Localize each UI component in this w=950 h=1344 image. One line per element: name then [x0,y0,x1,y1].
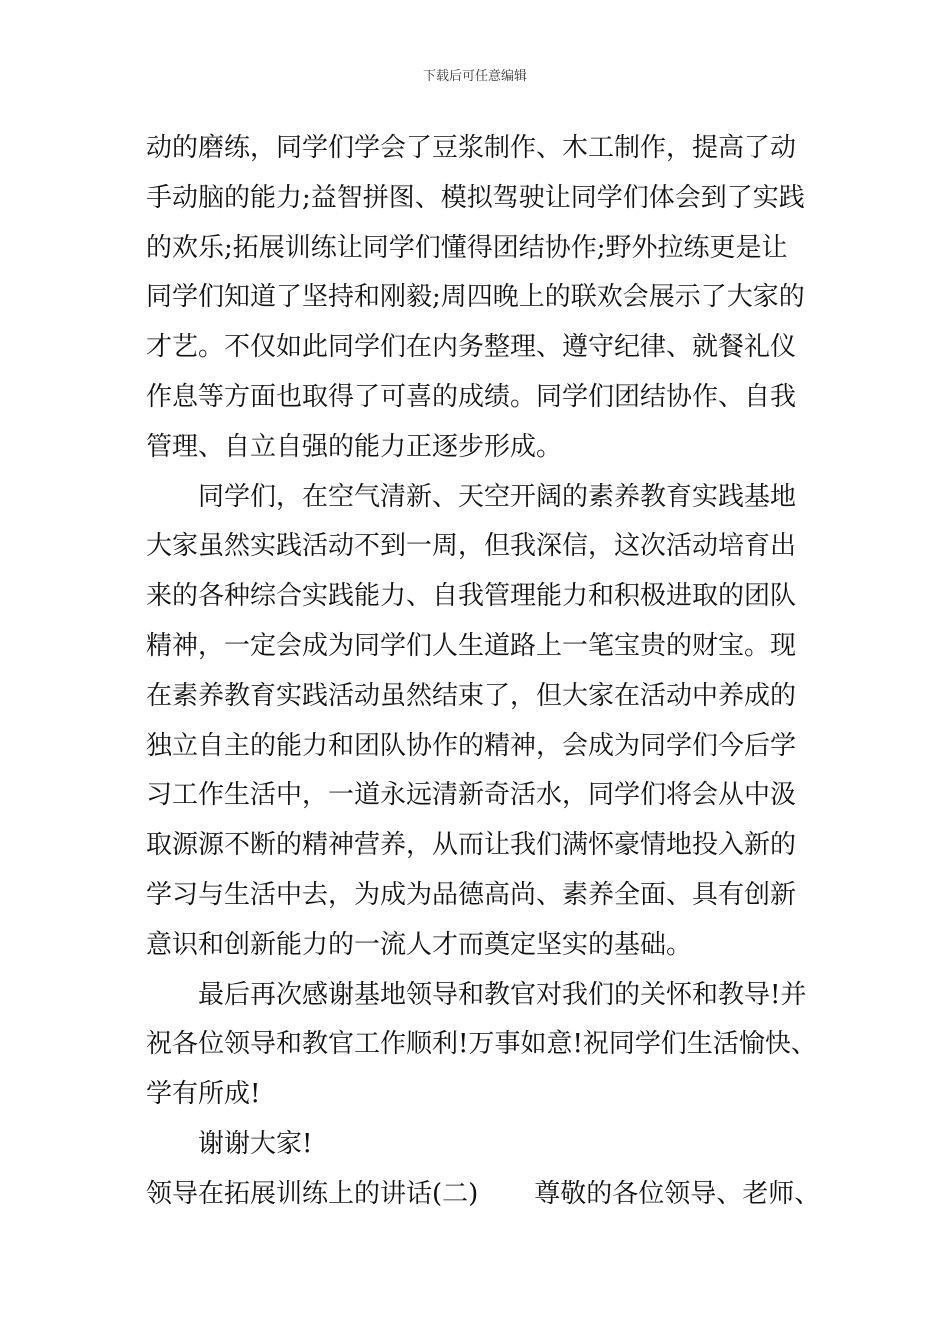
text-line: 手动脑的能力;益智拼图、模拟驾驶让同学们体会到了实践 [146,182,805,213]
text-line: 动的磨练，同学们学会了豆浆制作、木工制作，提高了动 [146,133,797,163]
text-line: 独立自主的能力和团队协作的精神，会成为同学们今后学 [146,730,797,761]
speech-title: 领导在拓展训练上的讲话(二) [146,1178,479,1209]
text-line: 同学们知道了坚持和刚毅;周四晚上的联欢会展示了大家的 [146,282,805,313]
document-body [146,124,846,1220]
text-line: 学有所成! [146,1079,261,1110]
text-line: 同学们，在空气清新、天空开阔的素养教育实践基地 [198,481,797,512]
speech-greeting: 尊敬的各位领导、老师、 [534,1178,821,1209]
paragraph-3 [146,971,846,1120]
text-line [146,1170,846,1220]
text-line: 作息等方面也取得了可喜的成绩。同学们团结协作、自我 [146,381,797,412]
text-line: 管理、自立自强的能力正逐步形成。 [146,431,563,462]
page-header: 下载后可任意编辑 [422,69,527,84]
text-line: 精神，一定会成为同学们人生道路上一笔宝贵的财宝。现 [146,630,797,661]
section-heading-line [146,1170,846,1220]
text-line: 祝各位领导和教官工作顺利!万事如意!祝同学们生活愉快、 [146,1029,817,1060]
text-line: 大家虽然实践活动不到一周，但我深信，这次活动培育出 [146,531,797,562]
text-line: 习工作生活中，一道永远清新奇活水，同学们将会从中汲 [146,780,797,811]
paragraph-2 [146,473,846,971]
text-line: 谢谢大家! [198,1128,313,1159]
text-line: 的欢乐;拓展训练让同学们懂得团结协作;野外拉练更是让 [146,232,788,263]
text-line: 最后再次感谢基地领导和教官对我们的关怀和教导!并 [198,979,807,1010]
text-line: 取源源不断的精神营养，从而让我们满怀豪情地投入新的 [146,830,797,861]
text-line: 来的各种综合实践能力、自我管理能力和积极进取的团队 [146,581,797,612]
text-line: 在素养教育实践活动虽然结束了，但大家在活动中养成的 [146,680,797,711]
paragraph-4 [146,1120,846,1170]
paragraph-1 [146,124,846,473]
text-line: 意识和创新能力的一流人才而奠定坚实的基础。 [146,929,693,960]
text-line: 学习与生活中去，为成为品德高尚、素养全面、具有创新 [146,879,797,910]
text-line: 才艺。不仅如此同学们在内务整理、遵守纪律、就餐礼仪 [146,332,797,363]
